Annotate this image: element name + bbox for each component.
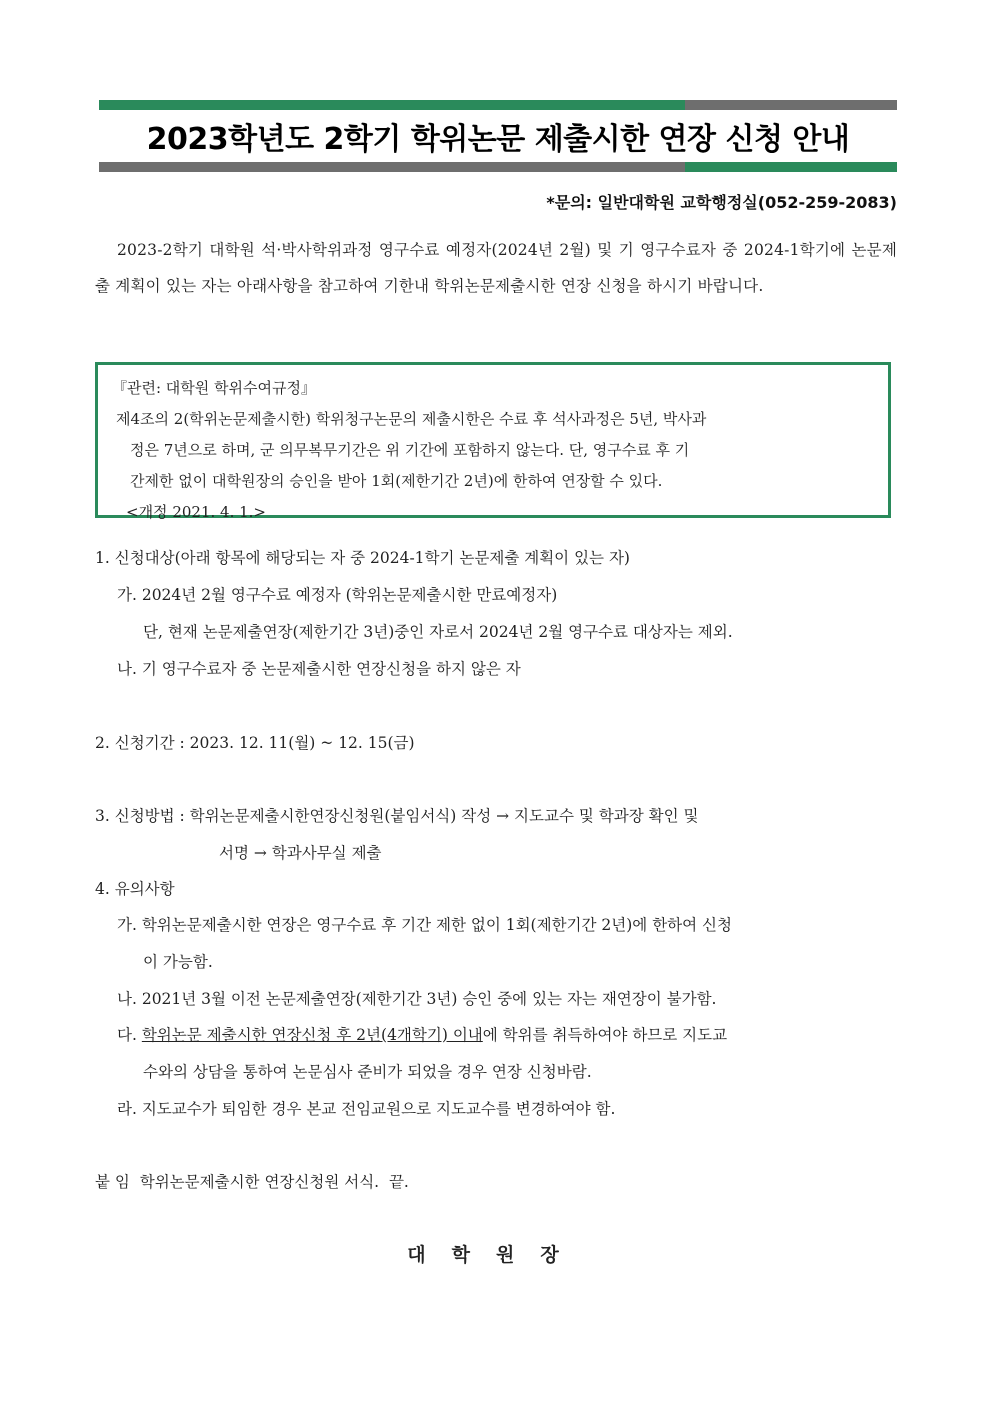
section4-item-ga-cont: 이 가능함. [143, 953, 213, 971]
signature: 대학원장 [407, 1244, 585, 1266]
attachment-note: 붙 임 학위논문제출시한 연장신청원 서식. 끝. [95, 1173, 409, 1191]
regulation-revision: <개정 2021. 4. 1.> [126, 503, 266, 521]
regulation-line: 간제한 없이 대학원장의 승인을 받아 1회(제한기간 2년)에 한하여 연장할 수 있다. [130, 472, 663, 490]
section1-item-ga: 가. 2024년 2월 영구수료 예정자 (학위논문제출시한 만료예정자) [117, 586, 558, 604]
section4-item-da [117, 1023, 919, 1045]
section4-item-da-underlined: 학위논문 제출시한 연장신청 후 2년(4개학기) 이내 [141, 1026, 483, 1044]
section4-item-da-cont: 수와의 상담을 통하여 논문심사 준비가 되었을 경우 연장 신청바람. [143, 1063, 592, 1081]
contact-info: *문의: 일반대학원 교학행정실(052-259-2083) [546, 193, 897, 212]
section3-heading: 3. 신청방법 : 학위논문제출시한연장신청원(붙임서식) 작성 → 지도교수 및 학과장 확인 및 [95, 807, 699, 825]
section4-item-da-prefix: 다. [117, 1026, 142, 1044]
section2-heading: 2. 신청기간 : 2023. 12. 11(월) ~ 12. 15(금) [95, 734, 415, 752]
section4-item-ra: 라. 지도교수가 퇴임한 경우 본교 전임교원으로 지도교수를 변경하여야 함. [117, 1100, 616, 1118]
title-bar-top-green [99, 100, 685, 110]
section3-continuation: 서명 → 학과사무실 제출 [219, 844, 382, 862]
title-bar-bottom-green [685, 162, 897, 172]
regulation-line: 정은 7년으로 하며, 군 의무복무기간은 위 기간에 포함하지 않는다. 단, 영구수료 후 기 [130, 441, 690, 459]
title-bar-bottom-gray [99, 162, 685, 172]
regulation-box [95, 362, 891, 521]
section4-item-na: 나. 2021년 3월 이전 논문제출연장(제한기간 3년) 승인 중에 있는 자는 재연장이 불가함. [117, 990, 717, 1008]
section1-item-na: 나. 기 영구수료자 중 논문제출시한 연장신청을 하지 않은 자 [117, 660, 521, 678]
section1-item-ga-note: 단, 현재 논문제출연장(제한기간 3년)중인 자로서 2024년 2월 영구수료 대상자는 제외. [143, 623, 733, 641]
section4-heading: 4. 유의사항 [95, 880, 175, 898]
title-banner [99, 100, 897, 172]
regulation-line: 제4조의 2(학위논문제출시한) 학위청구논문의 제출시한은 수료 후 석사과정은 5년, 박사과 [116, 410, 707, 428]
section1-heading: 1. 신청대상(아래 항목에 해당되는 자 중 2024-1학기 논문제출 계획이 있는 자) [95, 549, 630, 567]
regulation-title: 『관련: 대학원 학위수여규정』 [112, 379, 316, 397]
intro-paragraph: 2023-2학기 대학원 석·박사학위과정 영구수료 예정자(2024년 2월) 및 기 영구수료자 중 2024-1학기에 논문제출 계획이 있는 자는 아래사항을 참고하여 기한내 학위논문제출시한 연장 신청을 하시기 바랍니다. [95, 241, 897, 295]
title-bar-top-gray [685, 100, 897, 110]
section4-item-da-rest: 에 학위를 취득하여야 하므로 지도교 [482, 1026, 728, 1044]
section4-item-ga: 가. 학위논문제출시한 연장은 영구수료 후 기간 제한 없이 1회(제한기간 2년)에 한하여 신청 [117, 916, 732, 934]
page-title: 2023학년도 2학기 학위논문 제출시한 연장 신청 안내 [146, 122, 850, 157]
